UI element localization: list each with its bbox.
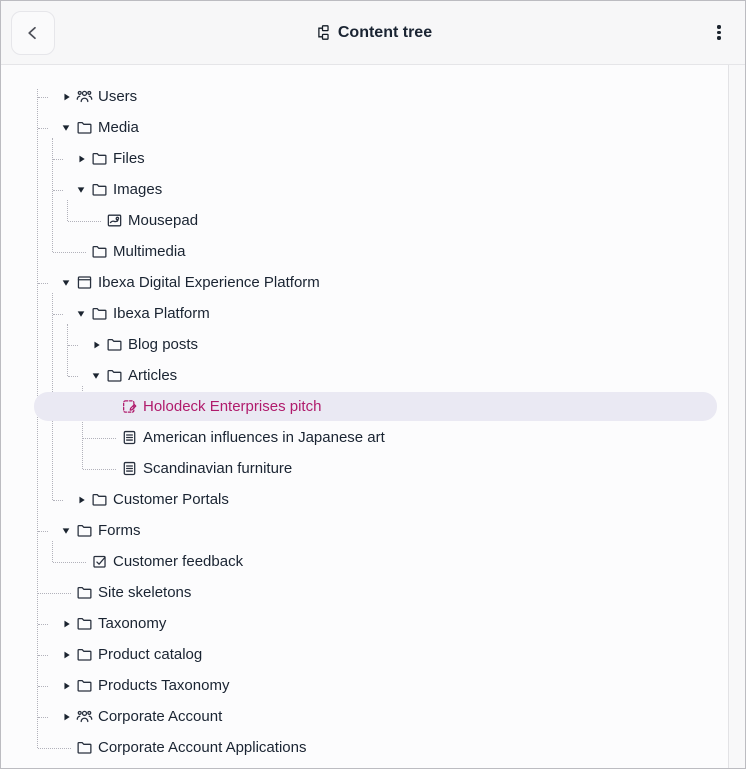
caret-down-icon[interactable]	[58, 120, 74, 136]
tree-item-mousepad[interactable]	[1, 205, 728, 236]
tree-item-label: Multimedia	[113, 243, 186, 260]
tree-item-media[interactable]	[1, 112, 728, 143]
caret-right-icon[interactable]	[58, 616, 74, 632]
tree-item-label: Ibexa Platform	[113, 305, 210, 322]
caret-right-icon[interactable]	[73, 151, 89, 167]
users-icon	[76, 708, 93, 725]
page-title-text: Content tree	[337, 23, 433, 41]
tree-item-scandinavian-furniture[interactable]	[1, 453, 728, 484]
tree-item-holodeck-enterprises-pitch[interactable]	[1, 391, 728, 422]
tree-item-label: Products Taxonomy	[98, 677, 230, 694]
caret-placeholder	[103, 461, 119, 477]
caret-down-icon[interactable]	[73, 306, 89, 322]
tree-item-label: Images	[113, 181, 163, 198]
caret-placeholder	[88, 213, 104, 229]
tree-item-label: Corporate Account	[98, 708, 223, 725]
tree-item-label: Taxonomy	[98, 615, 167, 632]
tree-item-label: Media	[98, 119, 139, 136]
tree-item-product-catalog[interactable]	[1, 639, 728, 670]
folder-icon	[76, 646, 93, 663]
tree-item-label: Customer Portals	[113, 491, 229, 508]
folder-icon	[91, 305, 108, 322]
article-edit-icon	[121, 398, 138, 415]
tree-item-label: American influences in Japanese art	[143, 429, 385, 446]
folder-icon	[106, 367, 123, 384]
tree-item-multimedia[interactable]	[1, 236, 728, 267]
tree-item-label: Customer feedback	[113, 553, 244, 570]
tree-item-label: Forms	[98, 522, 141, 539]
chevron-left-icon	[24, 24, 42, 42]
caret-placeholder	[58, 585, 74, 601]
caret-placeholder	[103, 430, 119, 446]
tree-item-label: Holodeck Enterprises pitch	[143, 398, 322, 415]
tree-item-blog-posts[interactable]	[1, 329, 728, 360]
image-icon	[106, 212, 123, 229]
folder-icon	[91, 181, 108, 198]
caret-right-icon[interactable]	[58, 678, 74, 694]
folder-icon	[76, 522, 93, 539]
caret-down-icon[interactable]	[73, 182, 89, 198]
landing-page-icon	[76, 274, 93, 291]
folder-icon	[76, 584, 93, 601]
panel-header	[1, 1, 745, 65]
tree-rows	[1, 81, 728, 763]
tree-item-label: Blog posts	[128, 336, 199, 353]
folder-icon	[76, 119, 93, 136]
tree-item-forms[interactable]	[1, 515, 728, 546]
tree-item-american-influences-in-japanese-art[interactable]	[1, 422, 728, 453]
article-icon	[121, 429, 138, 446]
tree-item-customer-feedback[interactable]	[1, 546, 728, 577]
tree-item-corporate-account-applications[interactable]	[1, 732, 728, 763]
content-tree	[1, 65, 728, 768]
article-icon	[121, 460, 138, 477]
folder-icon	[91, 150, 108, 167]
tree-item-label: Corporate Account Applications	[98, 739, 307, 756]
caret-down-icon[interactable]	[88, 368, 104, 384]
folder-icon	[76, 615, 93, 632]
form-icon	[91, 553, 108, 570]
caret-right-icon[interactable]	[58, 89, 74, 105]
caret-right-icon[interactable]	[58, 647, 74, 663]
caret-right-icon[interactable]	[58, 709, 74, 725]
tree-item-label: Articles	[128, 367, 178, 384]
tree-item-label: Users	[98, 88, 138, 105]
folder-icon	[106, 336, 123, 353]
tree-item-corporate-account[interactable]	[1, 701, 728, 732]
tree-item-label: Scandinavian furniture	[143, 460, 293, 477]
folder-icon	[91, 243, 108, 260]
caret-down-icon[interactable]	[58, 275, 74, 291]
content-tree-icon	[314, 24, 331, 41]
tree-item-articles[interactable]	[1, 360, 728, 391]
kebab-menu-icon[interactable]	[707, 19, 731, 47]
tree-item-site-skeletons[interactable]	[1, 577, 728, 608]
tree-item-customer-portals[interactable]	[1, 484, 728, 515]
tree-item-ibexa-digital-experience-platform[interactable]	[1, 267, 728, 298]
caret-placeholder	[73, 554, 89, 570]
caret-placeholder	[58, 740, 74, 756]
panel-body	[1, 65, 745, 768]
caret-placeholder	[73, 244, 89, 260]
tree-item-images[interactable]	[1, 174, 728, 205]
tree-resize-handle[interactable]	[728, 65, 745, 768]
folder-icon	[76, 677, 93, 694]
caret-down-icon[interactable]	[58, 523, 74, 539]
tree-item-label: Product catalog	[98, 646, 203, 663]
tree-item-label: Site skeletons	[98, 584, 192, 601]
tree-item-users[interactable]	[1, 81, 728, 112]
page-title	[314, 24, 432, 42]
back-button[interactable]	[11, 11, 55, 55]
tree-item-ibexa-platform[interactable]	[1, 298, 728, 329]
tree-item-products-taxonomy[interactable]	[1, 670, 728, 701]
tree-item-files[interactable]	[1, 143, 728, 174]
caret-right-icon[interactable]	[88, 337, 104, 353]
folder-icon	[76, 739, 93, 756]
tree-item-label: Files	[113, 150, 145, 167]
caret-right-icon[interactable]	[73, 492, 89, 508]
folder-icon	[91, 491, 108, 508]
tree-item-label: Ibexa Digital Experience Platform	[98, 274, 320, 291]
tree-item-taxonomy[interactable]	[1, 608, 728, 639]
caret-placeholder	[103, 399, 119, 415]
users-icon	[76, 88, 93, 105]
tree-item-label: Mousepad	[128, 212, 199, 229]
